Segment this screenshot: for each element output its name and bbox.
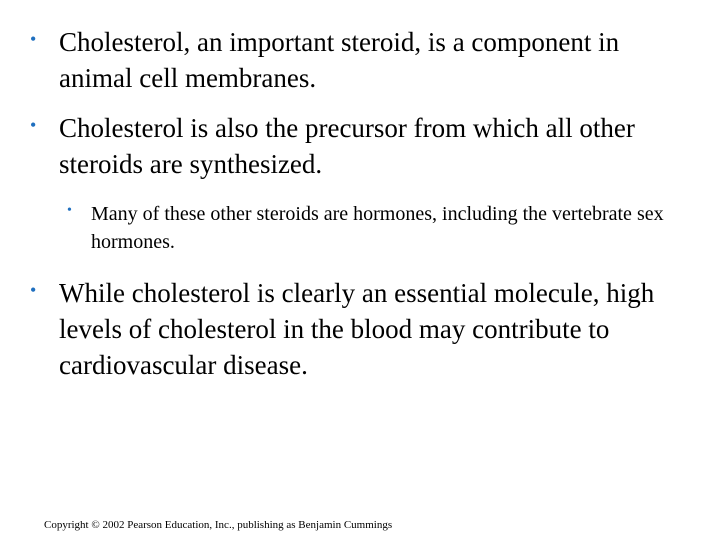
bullet-item-cholesterol-precursor bbox=[30, 110, 680, 182]
sub-bullet-marker: • bbox=[67, 203, 72, 218]
bullet-marker: • bbox=[30, 280, 37, 300]
bullet-marker: • bbox=[30, 29, 37, 49]
sub-bullet-item-hormones bbox=[67, 200, 692, 256]
sub-bullet-text: Many of these other steroids are hormones, including the vertebrate sex hormones. bbox=[91, 203, 664, 253]
bullet-text: Cholesterol, an important steroid, is a component in animal cell membranes. bbox=[59, 27, 620, 93]
bullet-marker: • bbox=[30, 115, 37, 135]
bullet-item-cholesterol-component bbox=[30, 24, 680, 96]
copyright-footer: Copyright © 2002 Pearson Education, Inc., publishing as Benjamin Cummings bbox=[44, 519, 393, 531]
bullet-item-cardiovascular-disease bbox=[30, 275, 680, 383]
bullet-text: Cholesterol is also the precursor from which all other steroids are synthesized. bbox=[59, 113, 635, 179]
bullet-text: While cholesterol is clearly an essential molecule, high levels of cholesterol in the blood may contribute to cardiovascular disease. bbox=[59, 278, 655, 380]
